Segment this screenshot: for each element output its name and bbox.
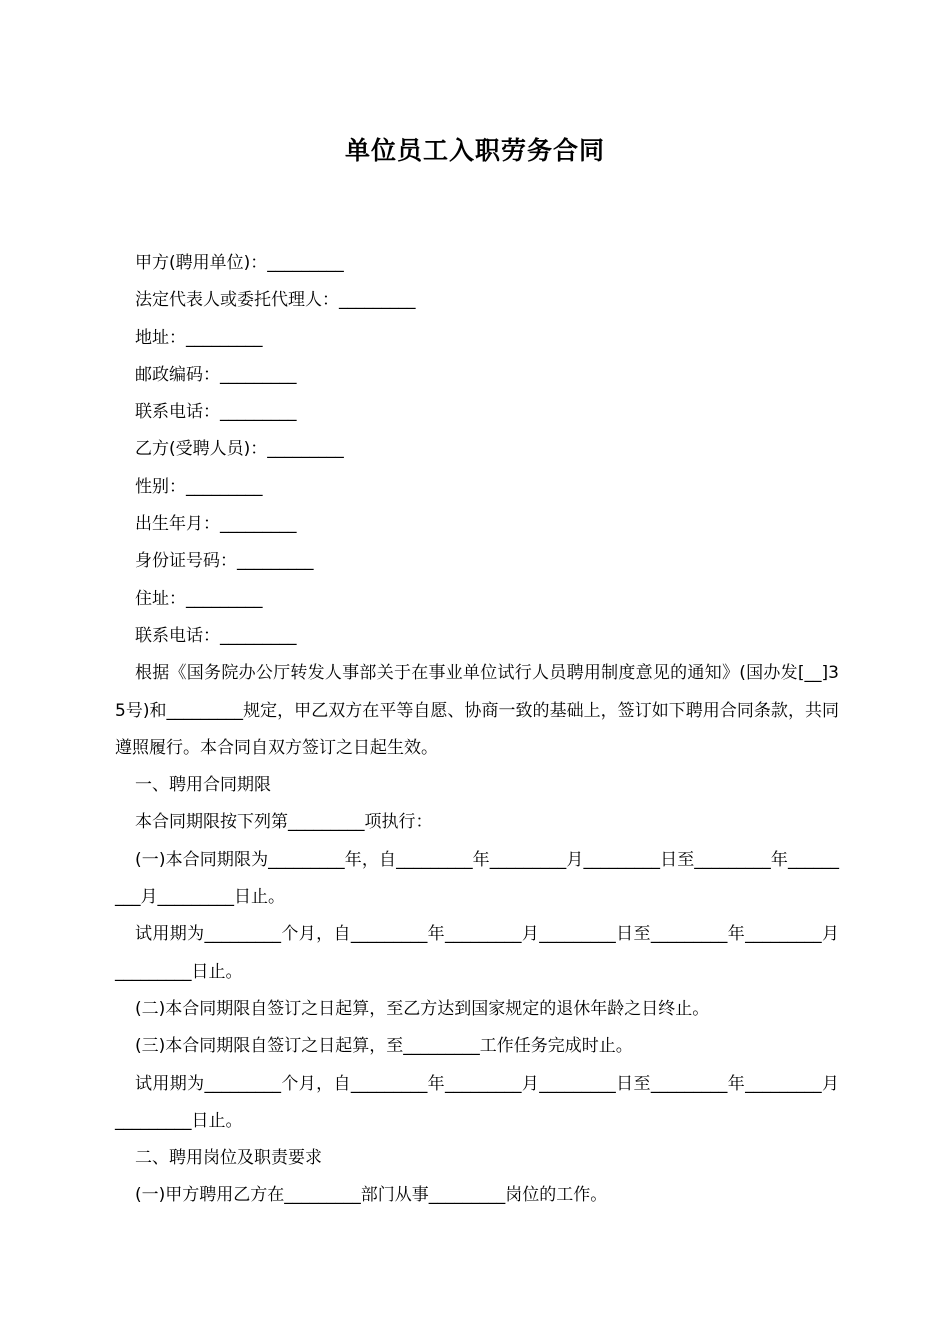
gender-field: 性别：_________ <box>135 476 263 497</box>
term-option-3-paragraph: (三)本合同期限自签订之日起算，至_________工作任务完成时止。 <box>135 1036 633 1057</box>
document-body <box>115 245 839 1215</box>
party-b-phone-field: 联系电话：_________ <box>135 625 297 646</box>
party-a-address-field: 地址：_________ <box>135 327 263 348</box>
party-b-address-field: 住址：_________ <box>135 588 263 609</box>
position-paragraph: (一)甲方聘用乙方在_________部门从事_________岗位的工作。 <box>135 1185 608 1206</box>
probation-period-paragraph-2: 试用期为_________个月，自_________年_________月_________日至_________年_________月_________日止。 <box>115 1073 839 1131</box>
document-title: 单位员工入职劳务合同 <box>344 136 605 165</box>
preamble-paragraph: 根据《国务院办公厅转发人事部关于在事业单位试行人员聘用制度意见的通知》(国办发[__]35号)和_________规定，甲乙双方在平等自愿、协商一致的基础上，签订如下聘用合同条款，共同遵照履行。本合同自双方签订之日起生效。 <box>115 663 839 758</box>
section-heading-1: 一、聘用合同期限 <box>135 775 271 796</box>
section-heading-2: 二、聘用岗位及职责要求 <box>135 1148 322 1169</box>
party-b-name-field: 乙方(受聘人员)：_________ <box>135 439 344 460</box>
legal-representative-field: 法定代表人或委托代理人：_________ <box>135 290 416 311</box>
term-selection-paragraph: 本合同期限按下列第_________项执行： <box>135 812 433 833</box>
term-option-2-paragraph: (二)本合同期限自签订之日起算，至乙方达到国家规定的退休年龄之日终止。 <box>135 998 710 1019</box>
party-a-phone-field: 联系电话：_________ <box>135 402 297 423</box>
birth-date-field: 出生年月：_________ <box>135 514 297 535</box>
postal-code-field: 邮政编码：_________ <box>135 364 297 385</box>
id-number-field: 身份证号码：_________ <box>135 551 314 572</box>
party-a-name-field: 甲方(聘用单位)：_________ <box>135 253 344 273</box>
probation-period-paragraph-1: 试用期为_________个月，自_________年_________月_________日至_________年_________月_________日止。 <box>115 924 839 982</box>
term-option-1-paragraph: (一)本合同期限为_________年，自_________年_________月_________日至_________年_________月_________日止。 <box>115 849 839 908</box>
